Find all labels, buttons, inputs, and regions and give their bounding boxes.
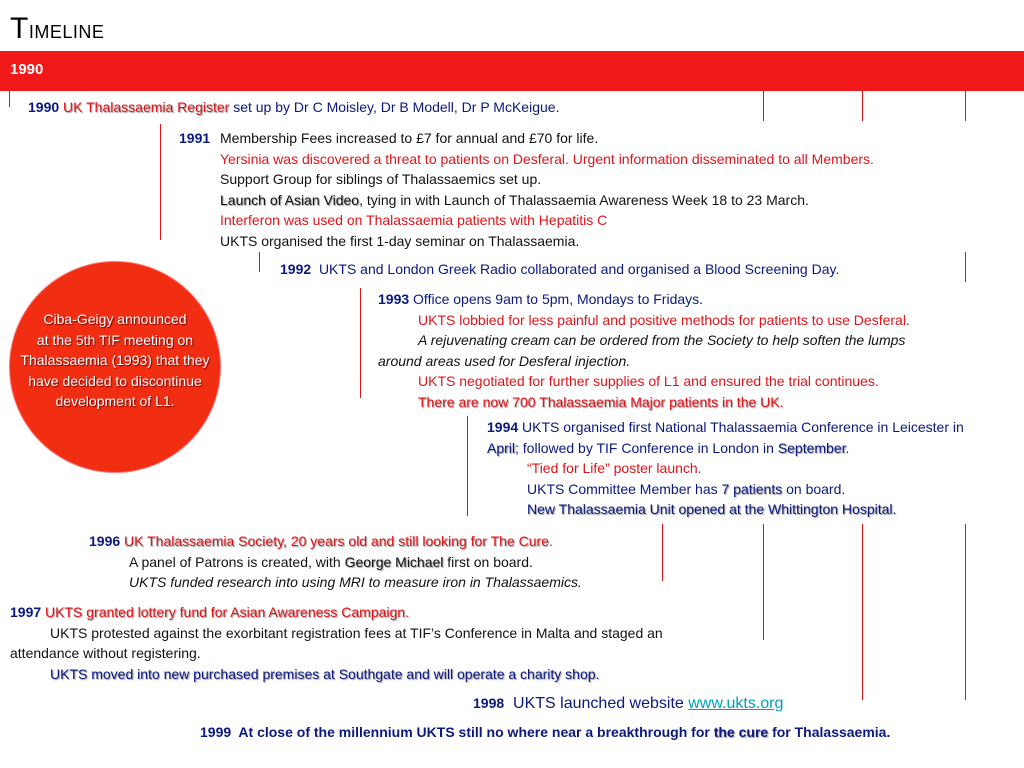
timeline-line: [662, 524, 663, 581]
timeline-line: [160, 124, 161, 240]
callout-circle: [10, 262, 220, 472]
year-band: [0, 51, 1024, 91]
timeline-line: [259, 252, 260, 272]
timeline-line: [862, 91, 863, 121]
entry-1999: 1999 At close of the millennium UKTS still no where near a breakthrough for the cure for Thalassaemia.: [200, 724, 891, 740]
timeline-line: [763, 524, 764, 640]
timeline-line: [360, 288, 361, 398]
timeline-line: [965, 91, 966, 121]
website-link[interactable]: www.ukts.org: [688, 695, 784, 712]
timeline-line: [763, 91, 764, 121]
entry-1992: 1992 UKTS and London Greek Radio collaborated and organised a Blood Screening Day.: [280, 261, 840, 277]
band-year-label: 1990: [10, 61, 44, 78]
callout-text: Ciba-Geigy announced at the 5th TIF meeting on Thalassaemia (1993) that they have decided to discontinue development of L1.: [20, 311, 210, 409]
entry-1991-year: 1991: [179, 130, 211, 146]
timeline-line: [467, 416, 468, 516]
timeline-line: [965, 524, 966, 700]
entry-1994: 1994 UKTS organised first National Thalassaemia Conference in Leicester in April; followed by TIF Conference in London in September. “Tied for Life” poster launch. UKTS Committee Member has 7 patients on board. New Thalassaemia Unit opened at the Whittington Hospital.: [487, 419, 964, 517]
timeline-line: [9, 91, 10, 107]
entry-1998: 1998 UKTS launched website www.ukts.org: [473, 695, 784, 712]
timeline-line: [862, 524, 863, 700]
entry-1991: Membership Fees increased to £7 for annual and £70 for life. Yersinia was discovered a threat to patients on Desferal. Urgent information disseminated to all Members. Support Group for siblings of Thalassaemics set up. Launch of Asian Video, tying in with Launch of Thalassaemia Awareness Week 18 to 23 March. Interferon was used on Thalassaemia patients with Hepatitis C UKTS organised the first 1-day seminar on Thalassaemia.: [220, 130, 874, 249]
page-title: TIMELINE: [10, 12, 105, 45]
entry-1990: 1990 UK Thalassaemia Register set up by Dr C Moisley, Dr B Modell, Dr P McKeigue.: [28, 99, 560, 115]
entry-1993: 1993 Office opens 9am to 5pm, Mondays to Fridays. UKTS lobbied for less painful and positive methods for patients to use Desferal. A rejuvenating cream can be ordered from the Society to help soften the lumps around areas used for Desferal injection. UKTS negotiated for further supplies of L1 and ensured the trial continues. There are now 700 Thalassaemia Major patients in the UK.: [378, 291, 910, 410]
entry-1997: 1997 UKTS granted lottery fund for Asian Awareness Campaign. UKTS protested against the exorbitant registration fees at TIF’s Conference in Malta and staged an attendance without registering. UKTS moved into new purchased premises at Southgate and will operate a charity shop.: [10, 604, 663, 682]
entry-1996: 1996 UK Thalassaemia Society, 20 years old and still looking for The Cure. A panel of Patrons is created, with George Michael first on board. UKTS funded research into using MRI to measure iron in Thalassaemics.: [89, 533, 582, 590]
timeline-line: [965, 252, 966, 282]
